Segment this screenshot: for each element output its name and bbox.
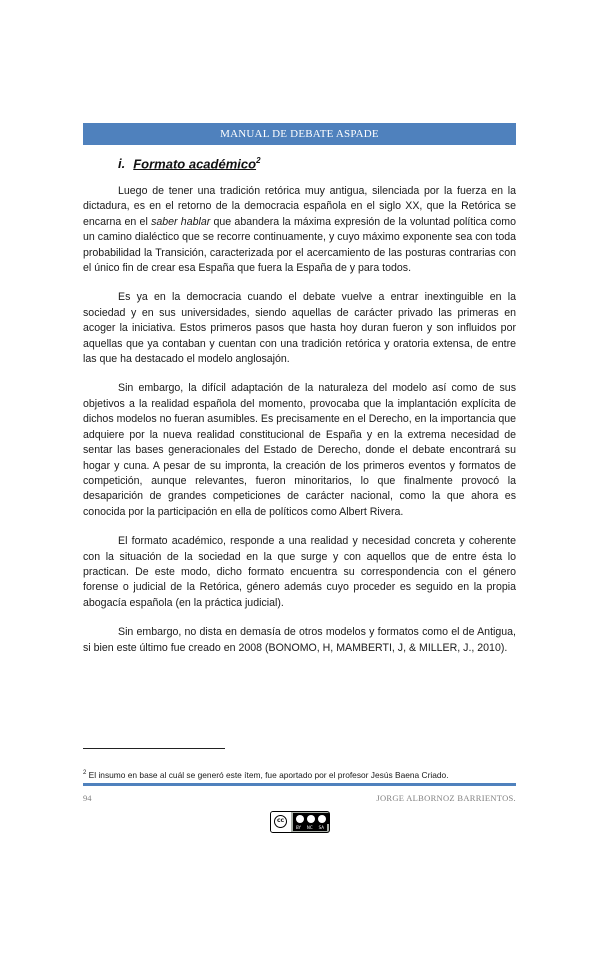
header-title: MANUAL DE DEBATE ASPADE xyxy=(220,128,379,140)
paragraph-4: El formato académico, responde a una realidad y necesidad concreta y coherente con la situación de la sociedad en la que surge y con aquellos que de entre ésta lo practican. De este modo, dicho formato encuentra su correspondencia con el género forense o judicial de la Retórica, género además cuyo proceder es seguido en la propia abogacía española (en la práctica judicial). xyxy=(83,535,516,609)
section-number: i. xyxy=(118,156,126,172)
paragraph-1: Luego de tener una tradición retórica muy antigua, silenciada por la fuerza en la dictadura, es en el retorno de la democracia española en el siglo XX, que la Retórica se encarna en el saber hablar que abandera la máxima expresión de la voluntad política como un camino dialéctico que se recorre continuamente, y cuyo máximo exponente sea con toda probabilidad la Transición, caracterizada por el acercamiento de las posturas contrarias con el único fin de crear esa España que fuera la España de y para todos. xyxy=(83,185,516,275)
footnote-text: El insumo en base al cuál se generó este ítem, fue aportado por el profesor Jesús Baena Criado. xyxy=(86,769,449,780)
section-heading xyxy=(118,156,261,171)
footer-divider xyxy=(83,783,516,786)
attribution-icon xyxy=(296,815,304,823)
footnote-reference[interactable]: 2 xyxy=(256,156,261,165)
sharealike-icon xyxy=(318,815,326,823)
license-label-sa: SA xyxy=(318,825,324,830)
section-title: Formato académico xyxy=(133,156,257,172)
footer-author: JORGE ALBORNOZ BARRIENTOS. xyxy=(376,793,516,803)
paragraph-3: Sin embargo, la difícil adaptación de la naturaleza del modelo así como de sus objetivos a la realidad española del momento, provocaba que la implantación explícita de dichos modelos no fueran asumibles. Es precisamente en el Derecho, en la importancia que adquiere por la nueva realidad constitucional de España y en la extrema necesidad de sentar las bases generacionales del Estado de Derecho, donde el debate encontrará su hogar y cuna. A pesar de su impronta, la creación de los primeros eventos y formatos de competición, aunque relevantes, fueron minoritarios, lo que finalmente provocó la desaparición de grandes competiciones de carácter nacional, como la que ahora es conocida por la participación en ella de políticos como Albert Rivera. xyxy=(83,382,516,518)
license-label-nc: NC xyxy=(306,825,313,830)
paragraph-2: Es ya en la democracia cuando el debate vuelve a entrar inextinguible en la sociedad y en sus universidades, siendo aquellas de carácter privado las primeras en acoger la iniciativa. Estos primeros pasos que hasta hoy duran fueron y son influidos por aquellas que ya contaban y cuentan con una tradición retórica y oratoria extensa, de entre las que ha destacado el modelo anglosajón. xyxy=(83,291,516,366)
license-label-by: BY xyxy=(295,825,301,830)
page-number: 94 xyxy=(83,793,92,803)
emphasis-saber-hablar: saber hablar xyxy=(151,215,211,228)
running-header xyxy=(83,123,516,145)
paragraph-5: Sin embargo, no dista en demasía de otros modelos y formatos como el de Antigua, si bien este último fue creado en 2008 (BONOMO, H, MAMBERTI, J, & MILLER, J., 2010). xyxy=(83,626,516,654)
noncommercial-icon xyxy=(307,815,315,823)
cc-icon: cc xyxy=(274,815,287,828)
creative-commons-badge[interactable] xyxy=(270,811,330,833)
body-text xyxy=(83,184,516,670)
footnote-divider xyxy=(83,748,225,749)
footnote-number: 2 xyxy=(83,770,87,776)
footnote xyxy=(83,768,516,781)
